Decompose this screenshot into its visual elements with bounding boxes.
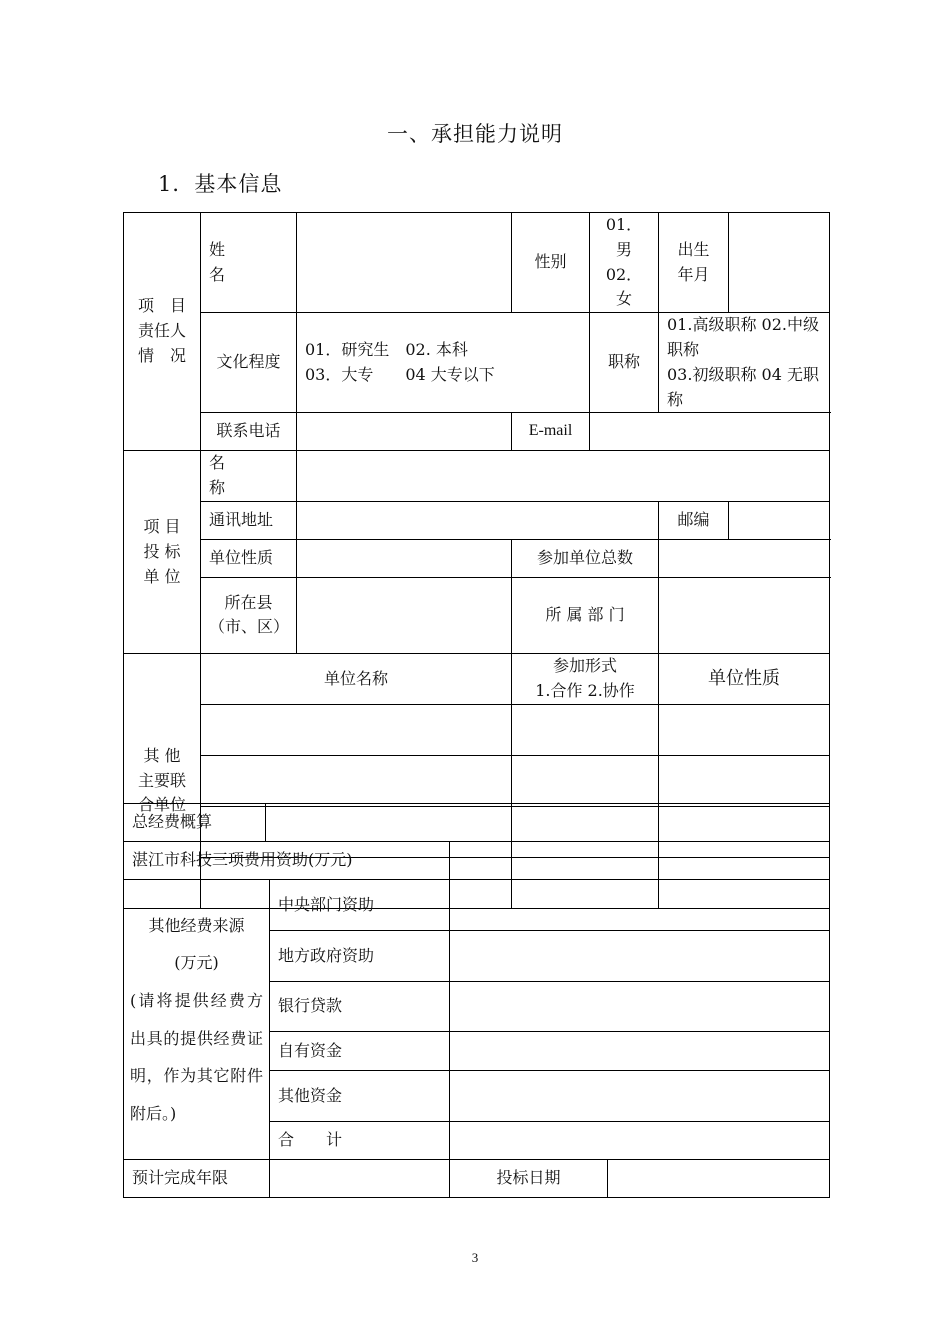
partner-nature-header: 单位性质 <box>659 653 830 704</box>
funding-item-central-field[interactable] <box>450 880 830 931</box>
funding-item-other-field[interactable] <box>450 1071 830 1122</box>
unit-nature-field[interactable] <box>297 539 512 577</box>
county-field[interactable] <box>297 577 512 653</box>
postcode-label: 邮编 <box>659 501 729 539</box>
page-number: 3 <box>471 1250 479 1265</box>
department-field[interactable] <box>659 577 830 653</box>
partner-name-cell[interactable] <box>201 755 512 806</box>
leader-group-label: 项 目 责任人 情 况 <box>124 213 201 451</box>
city-funding-label: 湛江市科技三项费用资助(万元) <box>124 842 450 880</box>
partner-name-header: 单位名称 <box>201 653 512 704</box>
education-options[interactable]: 01．研究生 02. 本科 03．大专 04 大专以下 <box>297 313 590 413</box>
partner-row <box>124 755 830 806</box>
education-label: 文化程度 <box>201 313 297 413</box>
title-options[interactable]: 01.高级职称 02.中级职称 03.初级职称 04 无职称 <box>659 313 830 413</box>
gender-label: 性别 <box>512 213 590 313</box>
partner-nature-cell[interactable] <box>659 755 830 806</box>
section-title: 1．基本信息 <box>158 172 283 196</box>
email-field[interactable] <box>590 413 830 451</box>
total-units-field[interactable] <box>659 539 830 577</box>
bidder-name-label: 名 称 <box>201 451 297 502</box>
address-field[interactable] <box>297 501 659 539</box>
bidder-group-label: 项 目 投 标 单 位 <box>124 451 201 654</box>
other-funding-note: (请将提供经费方出具的提供经费证明，作为其它附件附后。) <box>130 990 263 1123</box>
total-units-label: 参加单位总数 <box>512 539 659 577</box>
total-budget-label: 总经费概算 <box>124 804 266 842</box>
total-budget-field[interactable] <box>266 804 830 842</box>
bidder-name-field[interactable] <box>297 451 830 502</box>
funding-item-loan-label: 银行贷款 <box>270 982 450 1032</box>
funding-item-own-label: 自有资金 <box>270 1032 450 1071</box>
postcode-field[interactable] <box>729 501 830 539</box>
partner-form-header: 参加形式 1.合作 2.协作 <box>512 653 659 704</box>
city-funding-field[interactable] <box>450 842 830 880</box>
address-label: 通讯地址 <box>201 501 297 539</box>
county-label: 所在县 （市、区） <box>201 577 297 653</box>
unit-nature-label: 单位性质 <box>201 539 297 577</box>
deadline-field[interactable] <box>270 1160 450 1198</box>
partner-form-cell[interactable] <box>512 704 659 755</box>
partner-row <box>124 704 830 755</box>
partners-group-label: 其 他 主要联 合单位 <box>124 653 201 908</box>
partner-name-cell[interactable] <box>201 704 512 755</box>
funding-item-loan-field[interactable] <box>450 982 830 1032</box>
birth-label: 出生 年月 <box>659 213 729 313</box>
funding-item-central-label: 中央部门资助 <box>270 880 450 931</box>
bid-date-label: 投标日期 <box>450 1160 608 1198</box>
department-label: 所 属 部 门 <box>512 577 659 653</box>
funding-total-field[interactable] <box>450 1122 830 1160</box>
title-label: 职称 <box>590 313 659 413</box>
funding-item-other-label: 其他资金 <box>270 1071 450 1122</box>
name-field[interactable] <box>297 213 512 313</box>
deadline-label: 预计完成年限 <box>124 1160 270 1198</box>
funding-total-label: 合 计 <box>270 1122 450 1160</box>
email-label: E-mail <box>512 413 590 451</box>
funding-item-own-field[interactable] <box>450 1032 830 1071</box>
partner-form-cell[interactable] <box>512 755 659 806</box>
page-title: 一、承担能力说明 <box>387 122 563 146</box>
gender-options[interactable]: 01．男 02．女 <box>590 213 659 313</box>
name-label: 姓 名 <box>201 213 297 313</box>
bid-date-field[interactable] <box>608 1160 830 1198</box>
phone-field[interactable] <box>297 413 512 451</box>
phone-label: 联系电话 <box>201 413 297 451</box>
partner-nature-cell[interactable] <box>659 704 830 755</box>
funding-table <box>123 841 830 1198</box>
other-funding-label: 其他经费来源 (万元) (请将提供经费方出具的提供经费证明，作为其它附件附后。) <box>124 880 270 1160</box>
total-budget-table <box>123 803 830 842</box>
funding-item-local-label: 地方政府资助 <box>270 931 450 982</box>
funding-item-local-field[interactable] <box>450 931 830 982</box>
birth-field[interactable] <box>729 213 830 313</box>
